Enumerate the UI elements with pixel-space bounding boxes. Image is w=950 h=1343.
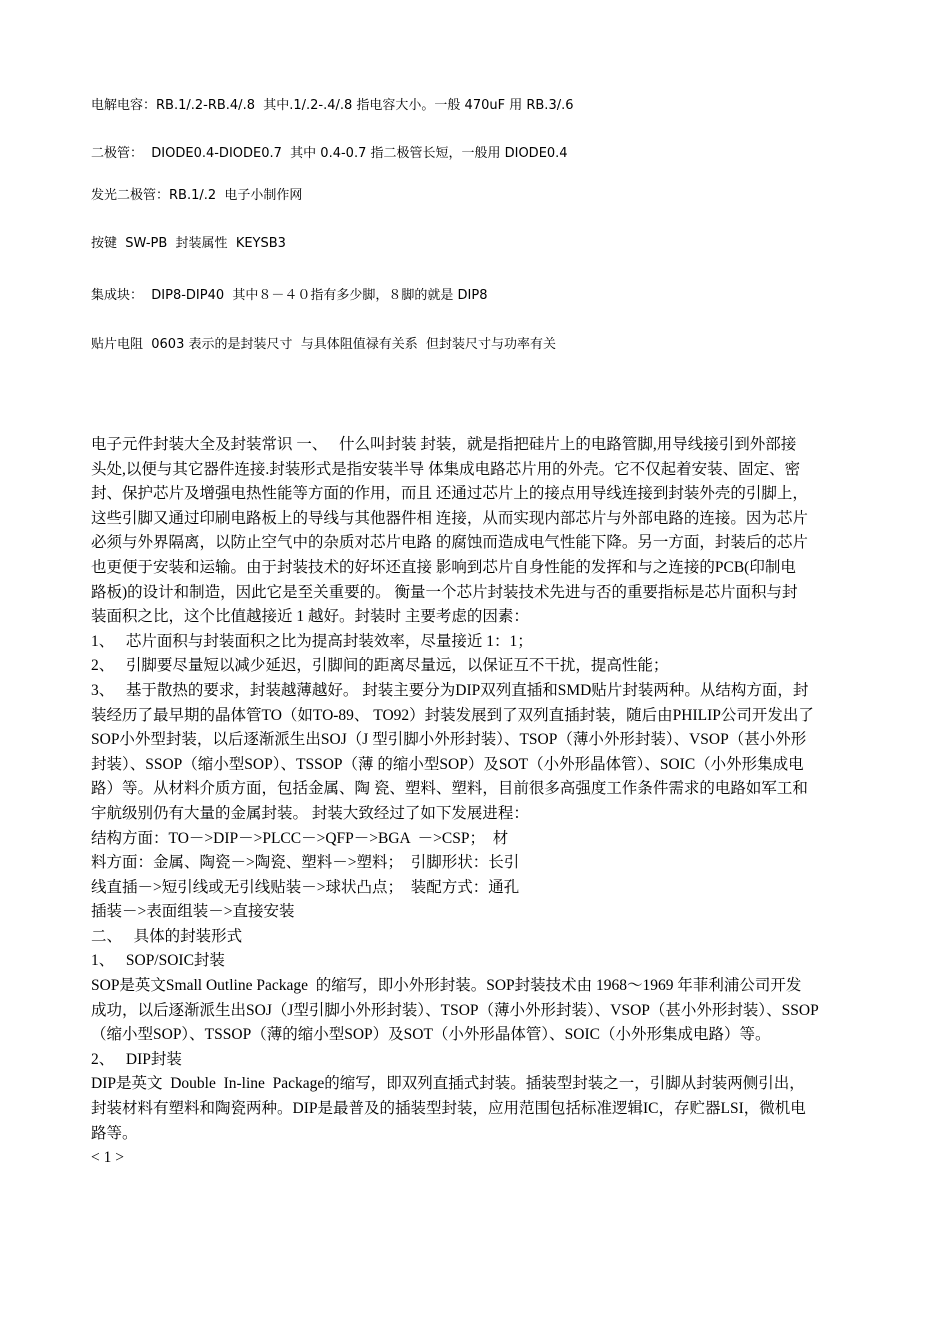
body-line: 料方面：金属、陶瓷－>陶瓷、塑料－>塑料； 引脚形状：长引 xyxy=(91,854,520,872)
header-line-diode: 二极管： DIODE0.4-DIODE0.7 其中 0.4-0.7 指二极管长短，一般用 DIODE0.4 xyxy=(91,146,568,161)
body-line: 成功，以后逐渐派生出SOJ（J型引脚小外形封装）、TSOP（薄小外形封装）、VSOP（甚小外形封装）、SSOP xyxy=(91,1001,819,1019)
page-number: < 1 > xyxy=(91,1149,124,1167)
body-line: 这些引脚又通过印刷电路板上的导线与其他器件相 连接，从而实现内部芯片与外部电路的连接。因为芯片 xyxy=(91,509,808,527)
body-line: DIP是英文 Double In-line Package的缩写，即双列直插式封装。插装型封装之一，引脚从封装两侧引出， xyxy=(91,1075,805,1093)
section-heading: 二、 具体的封装形式 xyxy=(91,927,243,945)
header-line-capacitor: 电解电容：RB.1/.2-RB.4/.8 其中.1/.2-.4/.8 指电容大小。一般 470uF 用 RB.3/.6 xyxy=(91,98,574,113)
list-item: 3、 基于散热的要求，封装越薄越好。 封装主要分为DIP双列直插和SMD贴片封装两种。从结构方面，封 xyxy=(91,681,809,699)
list-item: 1、 芯片面积与封装面积之比为提高封装效率，尽量接近 1：1； xyxy=(91,632,533,650)
body-line: 装经历了最早期的晶体管TO（如TO-89、 TO92）封装发展到了双列直插封装，随后由PHILIP公司开发出了 xyxy=(91,706,814,724)
subsection-heading: 1、 SOP/SOIC封装 xyxy=(91,952,225,970)
body-line: 封装材料有塑料和陶瓷两种。DIP是最普及的插装型封装，应用范围包括标准逻辑IC，存贮器LSI，微机电 xyxy=(91,1100,806,1118)
article-body xyxy=(91,433,871,1171)
body-line: 路等。 xyxy=(91,1124,138,1142)
body-line: 头处,以便与其它器件连接.封装形式是指安装半导 体集成电路芯片用的外壳。它不仅起着安装、固定、密 xyxy=(91,460,801,478)
body-line: （缩小型SOP）、TSSOP（薄的缩小型SOP）及SOT（小外形晶体管）、SOIC（小外形集成电路）等。 xyxy=(91,1026,771,1044)
body-line: 线直插－>短引线或无引线贴装－>球状凸点； 装配方式：通孔 xyxy=(91,878,520,896)
header-line-button: 按键 SW-PB 封装属性 KEYSB3 xyxy=(91,236,286,251)
body-line: 插装－>表面组装－>直接安装 xyxy=(91,903,295,921)
body-line: 封、保护芯片及增强电热性能等方面的作用，而且 还通过芯片上的接点用导线连接到封装外壳的引脚上， xyxy=(91,485,808,503)
header-line-ic: 集成块： DIP8-DIP40 其中８－４０指有多少脚，８脚的就是 DIP8 xyxy=(91,288,488,303)
body-line: SOP小外型封装，以后逐渐派生出SOJ（J 型引脚小外形封装）、TSOP（薄小外形封装）、VSOP（甚小外形 xyxy=(91,731,807,749)
body-line: 宇航级别仍有大量的金属封装。 封装大致经过了如下发展进程： xyxy=(91,804,529,822)
body-line: 结构方面：TO－>DIP－>PLCC－>QFP－>BGA －>CSP； 材 xyxy=(91,829,509,847)
body-line: SOP是英文Small Outline Package 的缩写，即小外形封装。SOP封装技术由 1968～1969 年菲利浦公司开发 xyxy=(91,977,802,995)
body-line: 路板)的设计和制造，因此它是至关重要的。 衡量一个芯片封装技术先进与否的重要指标是芯片面积与封 xyxy=(91,583,798,601)
header-line-smd-resistor: 贴片电阻 0603 表示的是封装尺寸 与具体阻值禄有关系 但封装尺寸与功率有关 xyxy=(91,337,557,352)
body-line: 必须与外界隔离，以防止空气中的杂质对芯片电路 的腐蚀而造成电气性能下降。另一方面，封装后的芯片 xyxy=(91,534,808,552)
subsection-heading: 2、 DIP封装 xyxy=(91,1050,182,1068)
header-line-led: 发光二极管：RB.1/.2 电子小制作网 xyxy=(91,188,303,203)
list-item: 2、 引脚要尽量短以减少延迟，引脚间的距离尽量远，以保证互不干扰，提高性能； xyxy=(91,657,669,675)
body-line: 装面积之比，这个比值越接近 1 越好。封装时 主要考虑的因素： xyxy=(91,608,529,626)
body-line: 也更便于安装和运输。由于封装技术的好坏还直接 影响到芯片自身性能的发挥和与之连接的PCB(印制电 xyxy=(91,558,796,576)
body-line: 路）等。从材料介质方面，包括金属、陶 瓷、塑料、塑料，目前很多高强度工作条件需求的电路如军工和 xyxy=(91,780,808,798)
body-line: 封装）、SSOP（缩小型SOP）、TSSOP（薄 的缩小型SOP）及SOT（小外形晶体管）、SOIC（小外形集成电 xyxy=(91,755,804,773)
body-line: 电子元件封装大全及封装常识 一、 什么叫封装 封装，就是指把硅片上的电路管脚,用导线接引到外部接 xyxy=(91,436,797,453)
